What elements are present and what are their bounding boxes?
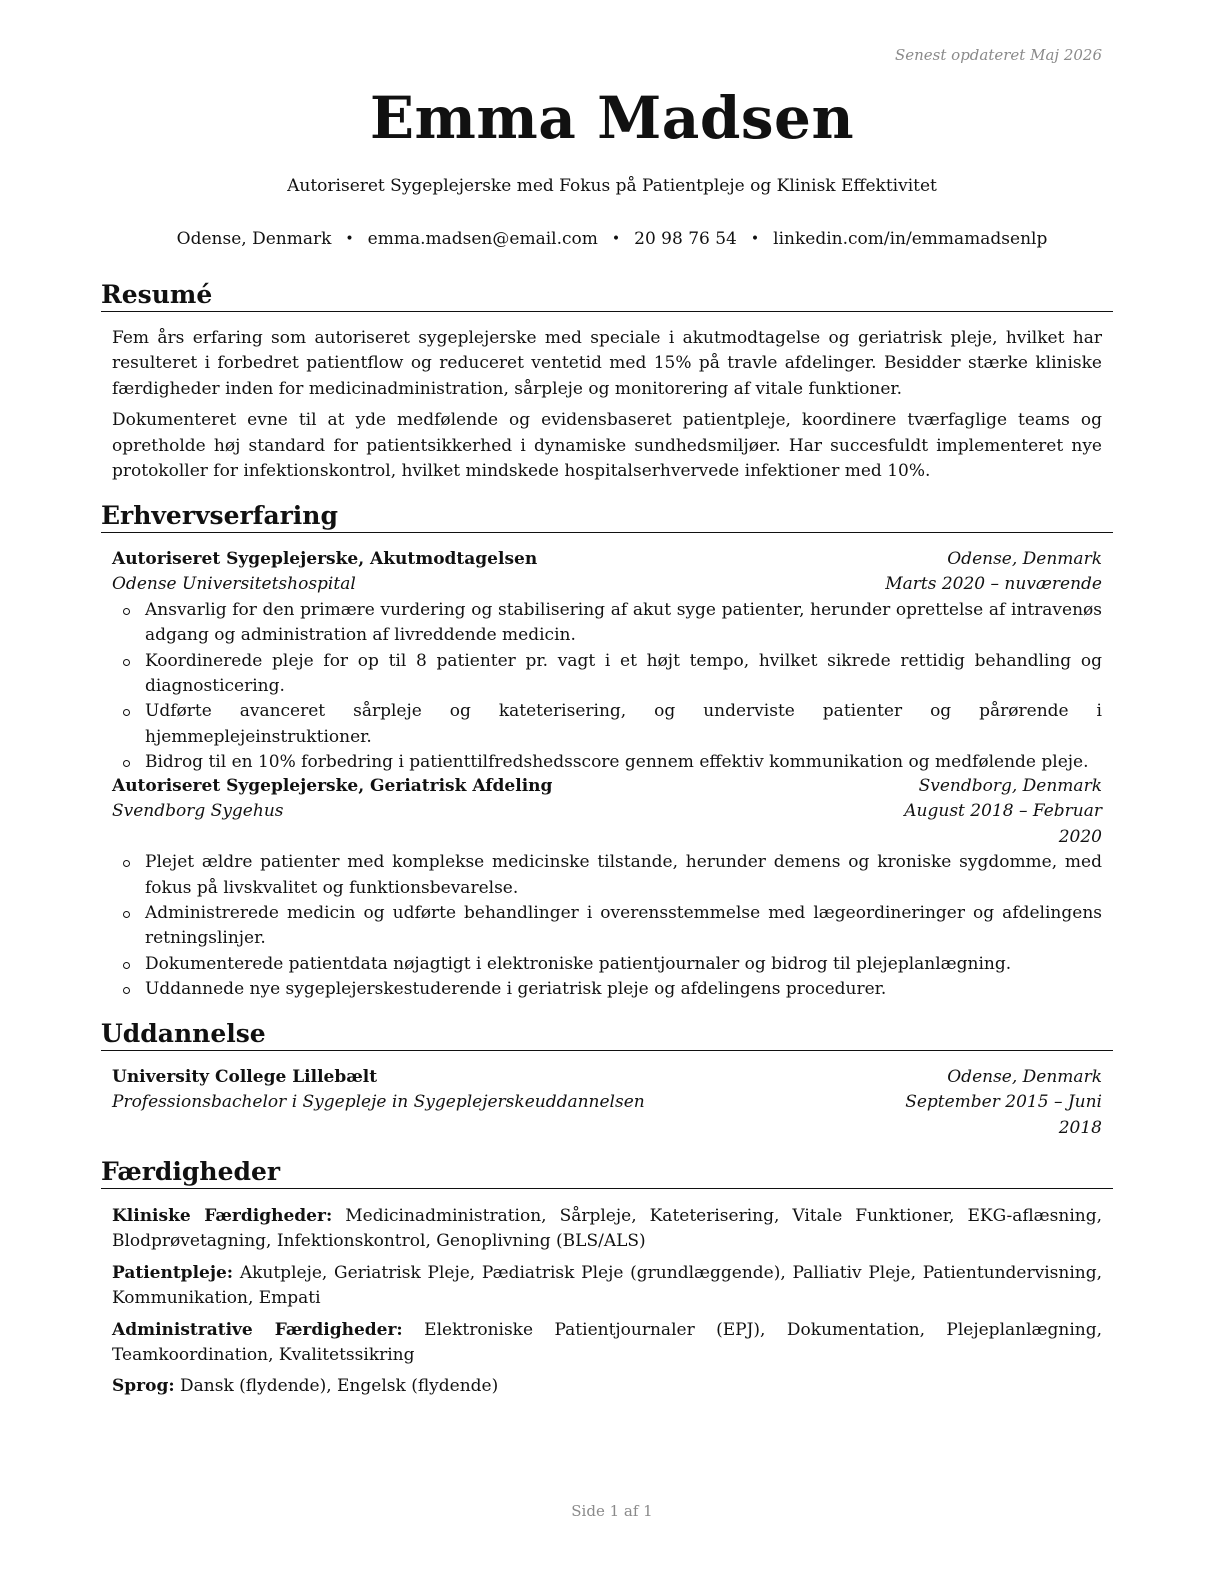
contact-phone: 20 98 76 54 [634,229,737,249]
education-degree: Professionsbachelor i Sygepleje in Sygeplejerskeuddannelsen [112,1092,645,1113]
job-employer: Odense Universitetshospital [112,574,356,595]
contact-separator: • [345,231,354,247]
summary-paragraph: Dokumenteret evne til at yde medfølende og evidensbaseret patientpleje, koordinere tværfaglige teams og opretholde høj standard for patientsikkerhed i dynamiske sundhedsmiljøer. Har succesfuldt implementeret nye protokoller for infektionskontrol, hvilket mindskede hospitalserhvervede infektioner med 10%. [112,410,1102,482]
job-bullet: Plejet ældre patienter med komplekse medicinske tilstande, herunder demens og kroniske sygdomme, med fokus på livskvalitet og funktionsbevarelse. [112,850,1102,901]
page-number: Side 1 af 1 [571,1502,653,1520]
education-dates [905,1090,1102,1141]
skill-label: Sprog: [112,1376,175,1397]
skill-text: Dansk (flydende), Engelsk (flydende) [180,1376,499,1397]
section-title-summary: Resumé [101,280,1113,312]
education-location: Odense, Denmark [947,1067,1102,1087]
skill-label: Kliniske Færdigheder: [112,1206,333,1226]
job-dates-line: 2020 [1058,826,1102,847]
summary-block [112,326,1102,490]
job-bullet: Ansvarlig for den primære vurdering og stabilisering af akut syge patienter, herunder oprettelse af intravenøs adgang og administration af livreddende medicin. [112,598,1102,649]
contact-separator: • [611,231,621,247]
job-employer: Svendborg Sygehus [112,801,284,822]
job-bullet: Administrerede medicin og udførte behandlinger i overensstemmelse med lægeordineringer og afdelingens retningslinjer. [112,901,1102,952]
skill-line [112,1318,1102,1369]
job-bullet: Dokumenterede patientdata nøjagtigt i elektroniske patientjournaler og bidrog til plejeplanlægning. [112,952,1102,977]
job-dates: Marts 2020 – nuværende [885,574,1102,595]
skill-label: Patientpleje: [112,1262,234,1283]
contact-location: Odense, Denmark [176,229,332,249]
skill-line [112,1261,1102,1312]
contact-linkedin: linkedin.com/in/emmamadsenlp [773,229,1048,249]
section-title-skills: Færdigheder [101,1157,1113,1189]
summary-paragraph: Fem års erfaring som autoriseret sygeplejerske med speciale i akutmodtagelse og geriatrisk pleje, hvilket har resulteret i forbedret patientflow og reduceret ventetid med 15% på travle afdelinger. Besidder stærke kliniske færdigheder inden for medicinadministration, sårpleje og monitorering af vitale funktioner. [112,328,1102,399]
contact-line [0,229,1224,249]
contact-separator: • [750,231,760,247]
job-entry [112,774,1102,1003]
job-bullets [112,850,1102,1002]
job-bullet: Uddannede nye sygeplejerskestuderende i geriatrisk pleje og afdelingens procedurer. [112,977,1102,1002]
job-dates [904,799,1102,850]
candidate-name: Emma Madsen [369,84,855,152]
job-dates-line: August 2018 – Februar [904,801,1102,822]
job-bullet: Udførte avanceret sårpleje og kateterisering, og underviste patienter og pårørende i hjemmeplejeinstruktioner. [112,699,1102,750]
contact-email: emma.madsen@email.com [367,229,598,249]
skill-label: Administrative Færdigheder: [112,1319,403,1340]
skill-text: Medicinadministration, Sårpleje, Kateterisering, Vitale Funktioner, EKG-aflæsning, Blodprøvetagning, Infektionskontrol, Genoplivning (BLS/ALS) [112,1206,1103,1252]
job-bullet: Bidrog til en 10% forbedring i patienttilfredshedsscore gennem effektiv kommunikation og medfølende pleje. [112,750,1102,775]
headline: Autoriseret Sygeplejerske med Fokus på Patientpleje og Klinisk Effektivitet [287,176,937,196]
skill-line [112,1374,1102,1399]
job-entry [112,547,1102,776]
skills-block [112,1204,1102,1406]
skill-text: Elektroniske Patientjournaler (EPJ), Dokumentation, Plejeplanlægning, Teamkoordination, Kvalitetssikring [112,1319,1103,1366]
job-location: Odense, Denmark [947,549,1102,569]
last-updated: Senest opdateret Maj 2026 [894,46,1102,64]
education-dates-line: 2018 [1058,1117,1102,1138]
section-title-experience: Erhvervserfaring [101,501,1113,533]
education-entry [112,1065,1102,1141]
skill-text: Akutpleje, Geriatrisk Pleje, Pædiatrisk Pleje (grundlæggende), Palliativ Pleje, Patientundervisning, Kommunikation, Empati [112,1262,1103,1309]
job-bullet: Koordinerede pleje for op til 8 patienter pr. vagt i et højt tempo, hvilket sikrede rettidig behandling og diagnosticering. [112,649,1102,700]
section-title-education: Uddannelse [101,1019,1113,1051]
education-school: University College Lillebælt [112,1067,378,1087]
education-dates-line: September 2015 – Juni [905,1092,1102,1113]
job-location: Svendborg, Denmark [918,776,1102,796]
skill-line [112,1204,1102,1255]
job-title: Autoriseret Sygeplejerske, Akutmodtagelsen [112,549,538,569]
job-bullets [112,598,1102,776]
job-title: Autoriseret Sygeplejerske, Geriatrisk Afdeling [112,776,553,796]
